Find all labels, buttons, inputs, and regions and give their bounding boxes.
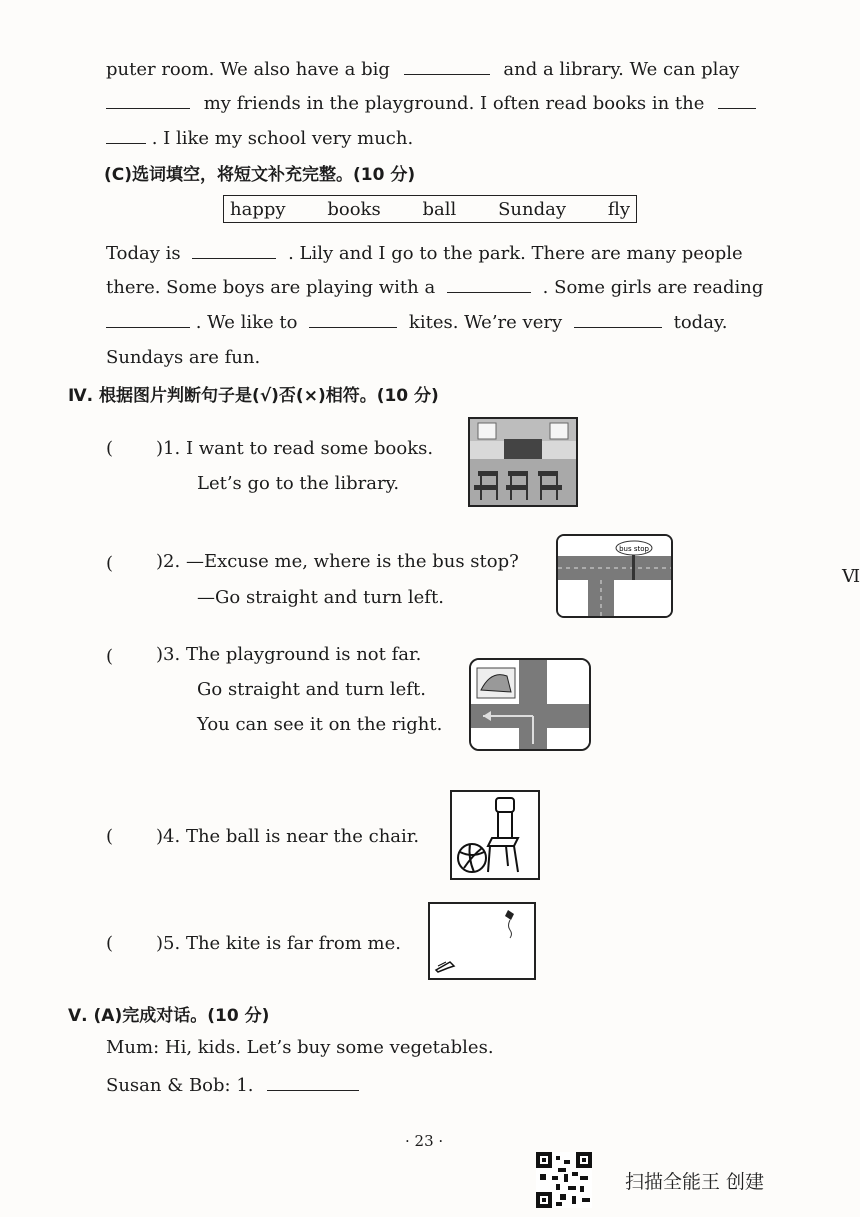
passage-c-line-3 (106, 309, 727, 335)
answer-parenthesis[interactable]: ( (106, 553, 114, 574)
text: there. Some boys are playing with a (106, 277, 436, 298)
item-3-line-2: Go straight and turn left. (197, 679, 426, 700)
answer-blank[interactable] (192, 240, 276, 259)
item-3-line-3: You can see it on the right. (197, 714, 443, 735)
section-c-heading: (C)选词填空，将短文补充完整。(10 分) (104, 165, 416, 185)
text: . I like my school very much. (151, 128, 414, 149)
passage-b-line-2 (106, 90, 756, 116)
text: and a library. We can play (503, 59, 740, 80)
item-3-line-1 (156, 643, 421, 667)
text: Today is (106, 243, 181, 264)
kite-far-picture (428, 902, 536, 980)
item-1-line-2: Let’s go to the library. (197, 473, 400, 494)
text: Susan & Bob: 1. (106, 1075, 254, 1096)
playground-map-picture (469, 658, 591, 751)
answer-blank[interactable] (267, 1072, 359, 1091)
item-2-line-1 (156, 550, 519, 574)
text: . We like to (195, 312, 298, 333)
item-4-line-1 (156, 825, 419, 849)
passage-c-line-4: Sundays are fun. (106, 347, 261, 368)
answer-blank[interactable] (447, 274, 531, 293)
item-number: )3. (156, 644, 181, 665)
item-number: )5. (156, 933, 181, 954)
text: kites. We’re very (408, 312, 563, 333)
bus-stop-sign: bus stop (619, 545, 649, 553)
ball-chair-picture (450, 790, 540, 880)
text: The kite is far from me. (185, 933, 401, 954)
scanner-watermark: 扫描全能王 创建 (624, 1171, 764, 1193)
text: puter room. We also have a big (106, 59, 390, 80)
word-bank (223, 195, 637, 223)
classroom-picture (468, 417, 578, 507)
answer-blank[interactable] (106, 309, 190, 328)
text: —Excuse me, where is the bus stop? (185, 551, 519, 572)
passage-c-line-1 (106, 240, 743, 266)
text: . Lily and I go to the park. There are many people (288, 243, 743, 264)
item-number: )2. (156, 551, 181, 572)
answer-parenthesis[interactable]: ( (106, 438, 114, 459)
word-bank-item: fly (607, 198, 630, 220)
section-v-heading: Ⅴ. (A)完成对话。(10 分) (68, 1006, 270, 1026)
word-bank-item: ball (422, 198, 457, 220)
item-1-line-1 (156, 437, 433, 461)
passage-b-line-1 (106, 56, 739, 82)
item-number: )4. (156, 826, 181, 847)
word-bank-item: books (327, 198, 381, 220)
section-iv-heading: Ⅳ. 根据图片判断句子是(√)否(×)相符。(10 分) (68, 386, 439, 406)
answer-blank[interactable] (718, 90, 756, 109)
answer-parenthesis[interactable]: ( (106, 646, 114, 667)
answer-blank[interactable] (106, 90, 190, 109)
page-number: · 23 · (405, 1132, 444, 1150)
text: . Some girls are reading (542, 277, 764, 298)
answer-blank[interactable] (404, 56, 490, 75)
dialogue-susan-bob (106, 1072, 359, 1098)
bus-stop-map-picture (556, 534, 673, 618)
word-bank-item: Sunday (498, 198, 567, 220)
answer-blank[interactable] (106, 125, 146, 144)
text: The playground is not far. (185, 644, 422, 665)
answer-parenthesis[interactable]: ( (106, 826, 114, 847)
item-2-line-2: —Go straight and turn left. (197, 587, 444, 608)
item-number: )1. (156, 438, 181, 459)
answer-blank[interactable] (574, 309, 662, 328)
qr-code-icon (536, 1152, 592, 1208)
side-section-mark: Ⅵ (842, 566, 860, 587)
passage-c-line-2 (106, 274, 763, 300)
text: The ball is near the chair. (185, 826, 420, 847)
passage-b-line-3 (106, 125, 413, 151)
text: today. (673, 312, 728, 333)
item-5-line-1 (156, 932, 401, 956)
text: I want to read some books. (185, 438, 434, 459)
word-bank-item: happy (230, 198, 286, 220)
text: my friends in the playground. I often read books in the (203, 93, 705, 114)
answer-parenthesis[interactable]: ( (106, 933, 114, 954)
dialogue-mum: Mum: Hi, kids. Let’s buy some vegetables. (106, 1037, 494, 1058)
answer-blank[interactable] (309, 309, 397, 328)
